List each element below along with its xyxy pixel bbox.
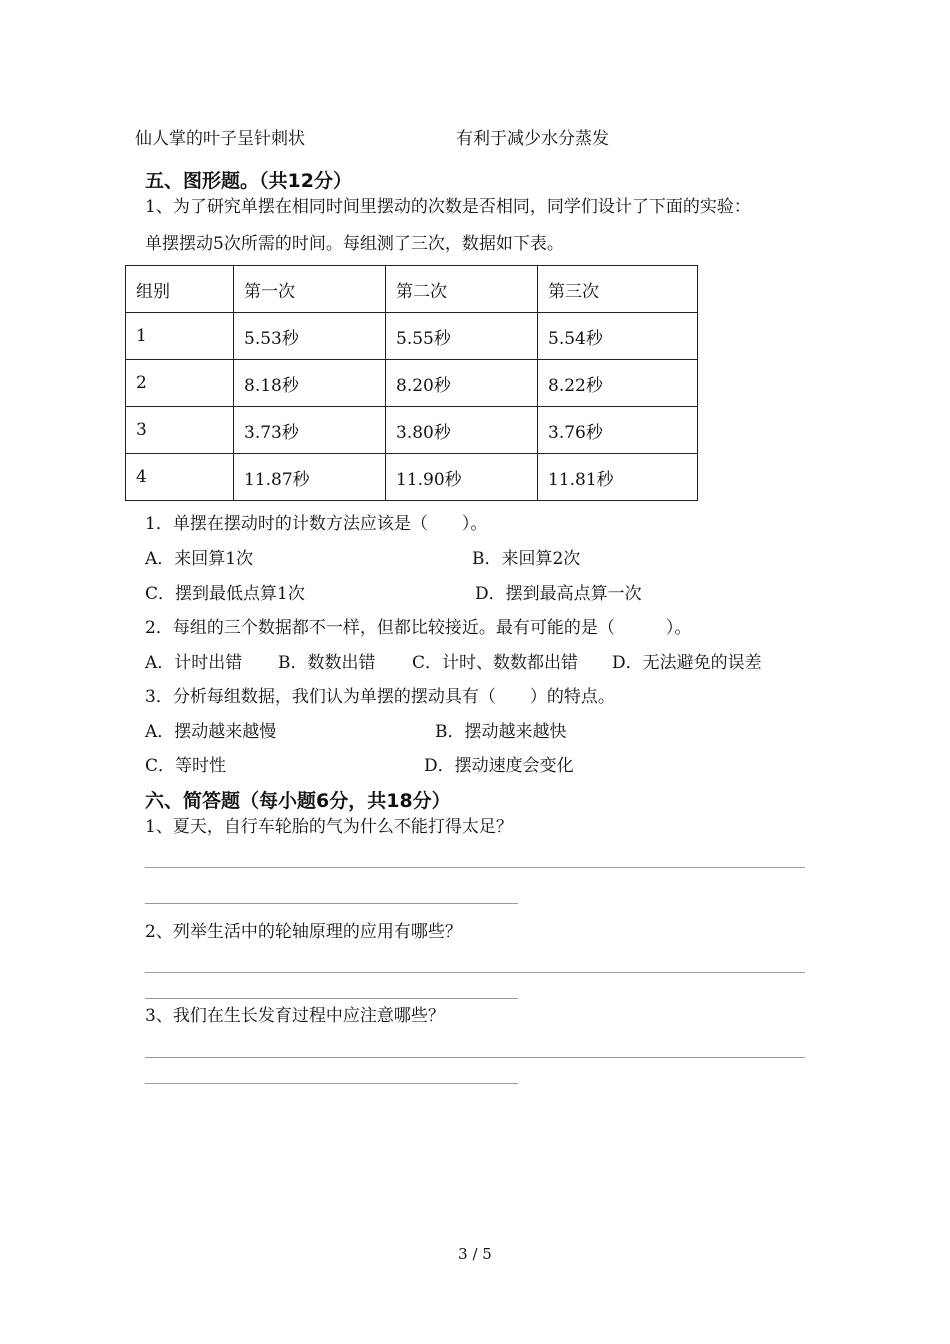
short-answer-question-1: 1、夏天，自行车轮胎的气为什么不能打得太足？ — [145, 817, 513, 837]
question3-option-a: A．摆动越来越慢 — [145, 722, 277, 742]
answer-line[interactable] — [145, 903, 518, 904]
question2-option-d: D．无法避免的误差 — [612, 653, 762, 673]
section5-heading: 五、图形题。（共12分） — [145, 170, 352, 192]
question3-stem: 3．分析每组数据，我们认为单摆的摆动具有（ ）的特点。 — [145, 687, 615, 707]
table-cell: 5.54秒 — [538, 313, 698, 360]
question1-option-a: A．来回算1次 — [145, 549, 254, 569]
table-row — [126, 407, 698, 454]
table-header-cell: 组别 — [126, 266, 234, 313]
table-cell: 3.76秒 — [538, 407, 698, 454]
table-row — [126, 360, 698, 407]
matching-left-item: 仙人掌的叶子呈针刺状 — [135, 129, 305, 149]
question1-option-d: D．摆到最高点算一次 — [475, 584, 642, 604]
matching-right-item: 有利于减少水分蒸发 — [456, 129, 609, 149]
question1-stem: 1．单摆在摆动时的计数方法应该是（ ）。 — [145, 514, 488, 534]
table-cell: 3.73秒 — [234, 407, 386, 454]
table-row — [126, 313, 698, 360]
short-answer-question-2: 2、列举生活中的轮轴原理的应用有哪些？ — [145, 922, 462, 942]
answer-line[interactable] — [145, 972, 805, 973]
table-cell: 8.22秒 — [538, 360, 698, 407]
question2-stem: 2．每组的三个数据都不一样，但都比较接近。最有可能的是（ ）。 — [145, 618, 692, 638]
answer-line[interactable] — [145, 867, 805, 868]
section6-heading: 六、简答题（每小题6分，共18分） — [145, 790, 451, 812]
table-cell: 11.87秒 — [234, 454, 386, 501]
answer-line[interactable] — [145, 1057, 805, 1058]
question2-option-c: C．计时、数数都出错 — [412, 653, 579, 673]
table-cell: 3 — [126, 407, 234, 454]
answer-line[interactable] — [145, 998, 518, 999]
question3-option-b: B．摆动越来越快 — [435, 722, 567, 742]
short-answer-question-3: 3、我们在生长发育过程中应注意哪些？ — [145, 1006, 445, 1026]
question2-option-b: B．数数出错 — [278, 653, 376, 673]
table-cell: 5.55秒 — [386, 313, 538, 360]
question1-option-b: B．来回算2次 — [472, 549, 581, 569]
table-cell: 8.18秒 — [234, 360, 386, 407]
question2-option-a: A．计时出错 — [145, 653, 243, 673]
section5-intro-line1: 1、为了研究单摆在相同时间里摆动的次数是否相同，同学们设计了下面的实验： — [145, 197, 751, 217]
pendulum-data-table — [125, 265, 698, 501]
table-row — [126, 454, 698, 501]
section5-intro-line2: 单摆摆动5次所需的时间。每组测了三次，数据如下表。 — [145, 234, 564, 254]
table-header-cell: 第一次 — [234, 266, 386, 313]
table-header-cell: 第二次 — [386, 266, 538, 313]
table-cell: 3.80秒 — [386, 407, 538, 454]
question3-option-c: C．等时性 — [145, 756, 227, 776]
table-cell: 5.53秒 — [234, 313, 386, 360]
table-cell: 1 — [126, 313, 234, 360]
table-cell: 11.81秒 — [538, 454, 698, 501]
table-header-cell: 第三次 — [538, 266, 698, 313]
table-cell: 11.90秒 — [386, 454, 538, 501]
question1-option-c: C．摆到最低点算1次 — [145, 584, 305, 604]
page-number: 3 / 5 — [458, 1245, 492, 1263]
question3-option-d: D．摆动速度会变化 — [424, 756, 574, 776]
table-header-row — [126, 266, 698, 313]
table-cell: 2 — [126, 360, 234, 407]
answer-line[interactable] — [145, 1083, 518, 1084]
table-cell: 4 — [126, 454, 234, 501]
table-cell: 8.20秒 — [386, 360, 538, 407]
